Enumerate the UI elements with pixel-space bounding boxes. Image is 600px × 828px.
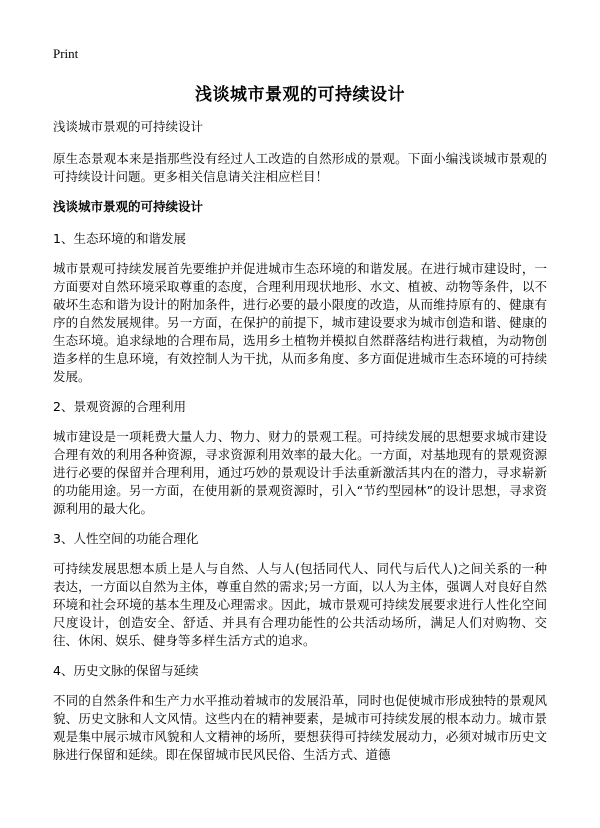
item-body-3: 可持续发展思想本质上是人与自然、人与人(包括同代人、同代与后代人)之间关系的一种表达，一方面以自然为主体，尊重自然的需求;另一方面，以人为主体，强调人对良好自然环境和社会环境的基本生理及心理需求。因此，城市景观可持续发展要求进行人性化空间尺度设计，创造安全、舒适、并具有合理功能性的公共活动场所，满足人们对购物、交往、休闲、娱乐、健身等多样生活方式的追求。: [53, 561, 547, 648]
print-link[interactable]: Print: [53, 46, 79, 61]
item-body-4: 不同的自然条件和生产力水平推动着城市的发展沿革，同时也促使城市形成独特的景观风貌、历史文脉和人文风情。这些内在的精神要素，是城市可持续发展的根本动力。城市景观是集中展示城市风貌和人文精神的场所，要想获得可持续发展动力，必须对城市历史文脉进行保留和延续。即在保留城市民风民俗、生活方式、道德: [53, 693, 547, 762]
intro-paragraph: 原生态景观本来是指那些没有经过人工改造的自然形成的景观。下面小编浅谈城市景观的可持续设计问题。更多相关信息请关注相应栏目！: [53, 151, 547, 184]
item-body-2: 城市建设是一项耗费大量人力、物力、财力的景观工程。可持续发展的思想要求城市建设合理有效的利用各种资源，寻求资源利用效率的最大化。一方面，对基地现有的景观资源进行必要的保留并合理利用，通过巧妙的景观设计手法重新激活其内在的潜力，寻求崭新的功能用途。另一方面，在使用新的景观资源时，引入“节约型园林”的设计思想，寻求资源利用的最大化。: [53, 429, 547, 516]
item-heading-4: 4、历史文脉的保留与延续: [53, 663, 199, 678]
article-body: [53, 118, 547, 776]
page-title: 浅谈城市景观的可持续设计: [195, 85, 405, 105]
article-subtitle: 浅谈城市景观的可持续设计: [53, 119, 204, 134]
item-heading-2: 2、景观资源的合理利用: [53, 399, 186, 414]
section-heading: 浅谈城市景观的可持续设计: [53, 199, 204, 214]
item-body-1: 城市景观可持续发展首先要维护并促进城市生态环境的和谐发展。在进行城市建设时，一方面要对自然环境采取尊重的态度，合理利用现状地形、水文、植被、动物等条件，以不破坏生态和谐为设计的附加条件，进行必要的最小限度的改造，从而维持原有的、健康有序的自然发展规律。另一方面，在保护的前提下，城市建设要求为城市创造和谐、健康的生态环境。追求绿地的合理布局，选用乡土植物并模拟自然群落结构进行栽植，为动物创造多样的生息环境，有效控制人为干扰，从而多角度、多方面促进城市生态环境的可持续发展。: [53, 261, 547, 384]
item-heading-1: 1、生态环境的和谐发展: [53, 231, 186, 246]
item-heading-3: 3、人性空间的功能合理化: [53, 531, 199, 546]
